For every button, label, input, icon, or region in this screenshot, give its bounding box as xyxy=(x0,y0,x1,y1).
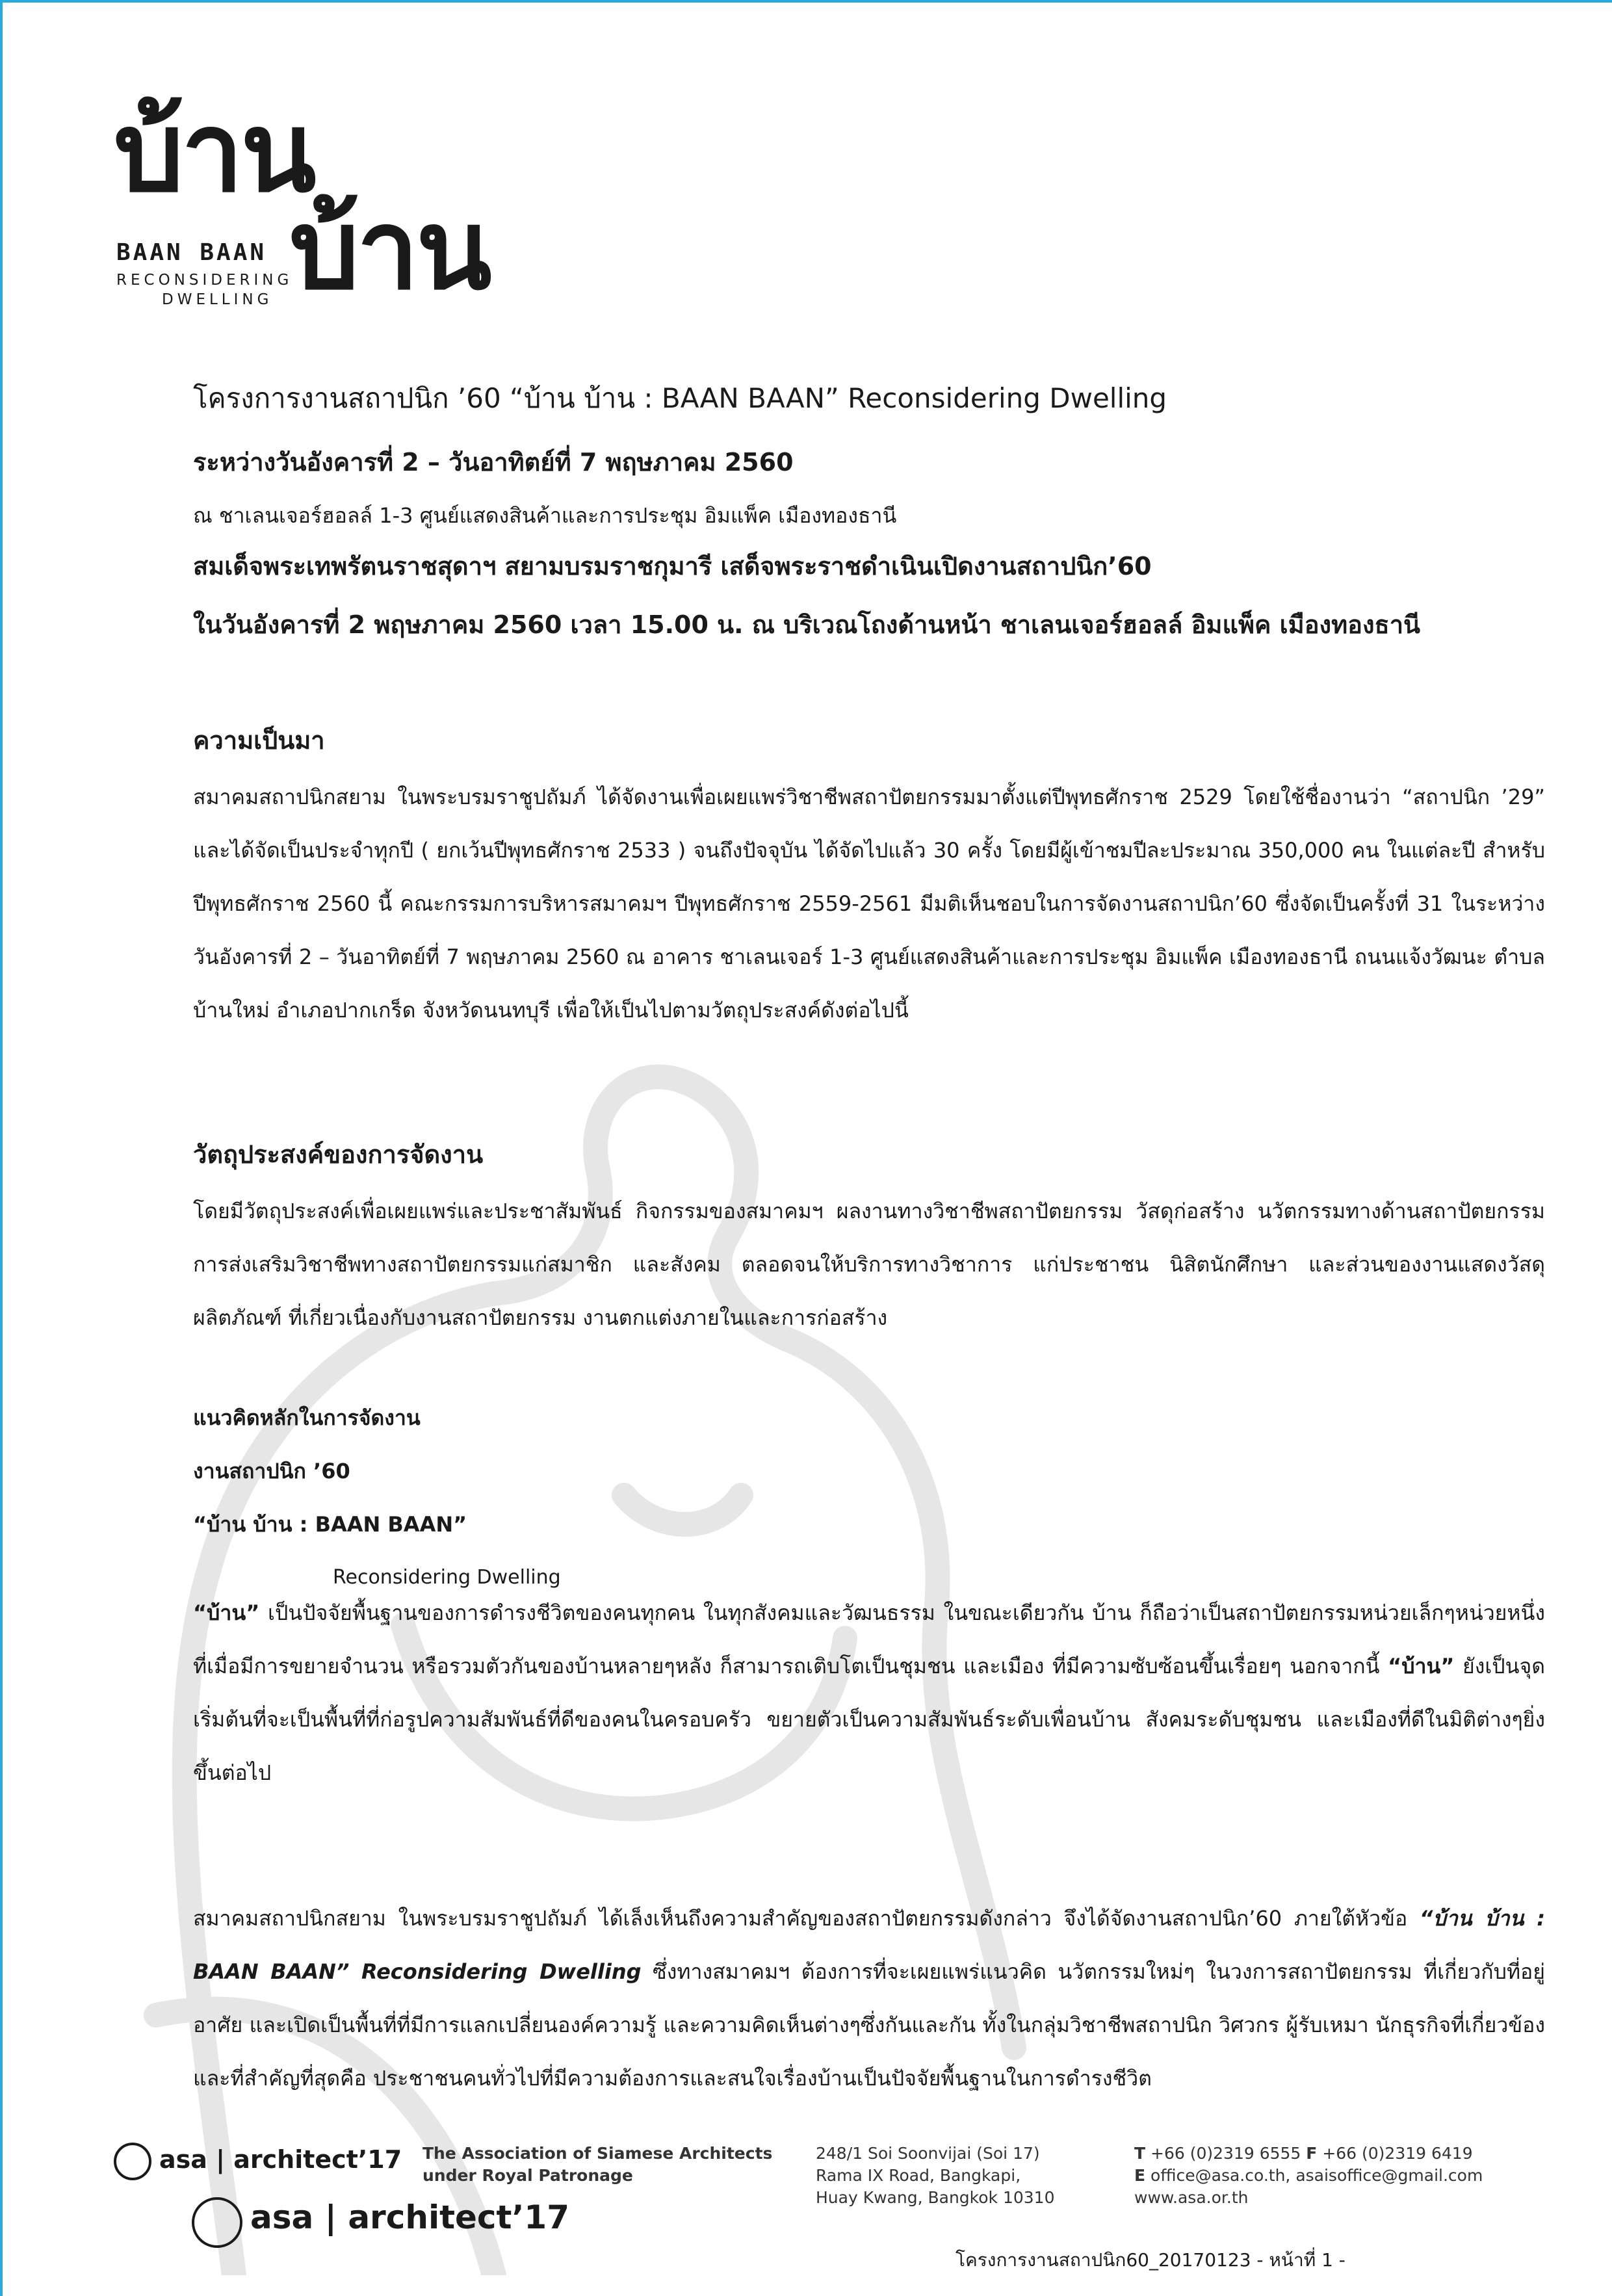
fax-value: +66 (0)2319 6419 xyxy=(1322,2144,1473,2163)
addr-line2: Rama IX Road, Bangkapi, xyxy=(816,2166,1021,2185)
background-heading-text: ความเป็นมา xyxy=(193,726,325,755)
baan-baan-logo xyxy=(114,88,556,319)
logo-thai-word-2: บ้าน xyxy=(289,186,489,315)
home-text-part2: ยังเป็นจุดเริ่มต้นที่จะเป็นพื้นที่ที่ก่อรูปความสัมพันธ์ที่ดีของคนในครอบครัว ขยายตัวเป็นความสัมพันธ์ระดับเพื่อนบ้าน สังคมระดับชุมชน และเมืองที่ดีในมิติต่างๆยิ่งขึ้นต่อไป xyxy=(193,1654,1546,1785)
website-link[interactable]: www.asa.or.th xyxy=(1134,2188,1249,2207)
phone-fax-line xyxy=(1134,2143,1483,2165)
footer-address xyxy=(816,2143,1055,2209)
home-text-part1: เป็นปัจจัยพื้นฐานของการดำรงชีวิตของคนทุกคน ในทุกสังคมและวัฒนธรรม ในขณะเดียวกัน บ้าน ก็ถือว่าเป็นสถาปัตยกรรมหน่วยเล็กๆหน่วยหนึ่งที่เมื่อมีการขยายจำนวน หรือรวมตัวกันของบ้านหลายๆหลัง ก็สามารถเติบโตเป็นชุมชน และเมือง ที่มีความซับซ้อนขึ้นเรื่อยๆ นอกจากนี้ xyxy=(193,1600,1546,1678)
logo-latin-text: BAAN BAAN xyxy=(116,239,267,266)
logo-subtitle-line1: RECONSIDERING xyxy=(116,272,293,289)
tel-label: T xyxy=(1134,2144,1146,2163)
objectives-paragraph: โดยมีวัตถุประสงค์เพื่อเผยแพร่และประชาสัมพันธ์ กิจกรรมของสมาคมฯ ผลงานทางวิชาชีพสถาปัตยกรรม วัสดุก่อสร้าง นวัตกรรมทางด้านสถาปัตยกรรม การส่งเสริมวิชาชีพทางสถาปัตยกรรมแก่สมาชิก และสังคม ตลอดจนให้บริการทางวิชาการ แก่ประชาชน นิสิตนักศึกษา และส่วนของงานแสดงวัสดุผลิตภัณฑ์ ที่เกี่ยวเนื่องกับงานสถาปัตยกรรม งานตกแต่งภายในและการก่อสร้าง xyxy=(193,1199,1545,1330)
asa-text-part1: สมาคมสถาปนิกสยาม ในพระบรมราชูปถัมภ์ ได้เล็งเห็นถึงความสำคัญของสถาปัตยกรรมดังกล่าว จึงได้จัดงานสถาปนิก’60 ภายใต้หัวข้อ xyxy=(193,1906,1420,1931)
concept-theme: “บ้าน บ้าน : BAAN BAAN” xyxy=(193,1512,467,1537)
logo-subtitle-line2: DWELLING xyxy=(162,291,273,308)
home-lead-word: “บ้าน” xyxy=(193,1600,260,1625)
org-line2: under Royal Patronage xyxy=(422,2166,633,2185)
royal-opening-line2: ในวันอังคารที่ 2 พฤษภาคม 2560 เวลา 15.00 น. ณ บริเวณโถงด้านหน้า ชาเลนเจอร์ฮอลล์ อิมแพ็ค เมืองทองธานี xyxy=(193,610,1421,639)
email-line xyxy=(1134,2165,1483,2187)
concept-heading: แนวคิดหลักในการจัดงาน xyxy=(193,1405,421,1430)
asa-text-part2: ซึ่งทางสมาคมฯ ต้องการที่จะเผยแพร่แนวคิด นวัตกรรมใหม่ๆ ในวงการสถาปัตยกรรม ที่เกี่ยวกับที่อยู่อาศัย และเปิดเป็นพื้นที่ที่มีการแลกเปลี่ยนองค์ความรู้ และความคิดเห็นต่างๆซึ่งกันและกัน ทั้งในกลุ่มวิชาชีพสถาปนิก วิศวกร ผู้รับเหมา นักธุรกิจที่เกี่ยวข้อง และที่สำคัญที่สุดคือ ประชาชนคนทั่วไปที่มีความต้องการและสนใจเรื่องบ้านเป็นปัจจัยพื้นฐานในการดำรงชีวิต xyxy=(193,1959,1546,2091)
background-section-heading xyxy=(193,720,1545,760)
event-dates: ระหว่างวันอังคารที่ 2 – วันอาทิตย์ที่ 7 พฤษภาคม 2560 xyxy=(193,448,794,476)
asa-theme-emphasis: “บ้าน บ้าน : BAAN BAAN” Reconsidering Dwelling xyxy=(193,1906,1545,1984)
objectives-section-heading xyxy=(193,1134,1545,1174)
document-reference: โครงการงานสถาปนิก60_20170123 - หน้าที่ 1 - xyxy=(956,2249,1346,2271)
logo-thai-word-1: บ้าน xyxy=(114,88,314,217)
email-value[interactable]: office@asa.co.th, asaisoffice@gmail.com xyxy=(1150,2166,1483,2185)
home-mid-word: “บ้าน” xyxy=(1388,1654,1455,1678)
footer xyxy=(114,2139,1511,2236)
email-label: E xyxy=(1134,2166,1146,2185)
fax-label: F xyxy=(1306,2144,1318,2163)
footer-logo-large-text: asa | architect’17 xyxy=(250,2198,570,2236)
footer-contact xyxy=(1134,2143,1483,2209)
royal-opening-line1: สมเด็จพระเทพรัตนราชสุดาฯ สยามบรมราชกุมารี เสด็จพระราชดำเนินเปิดงานสถาปนิก’60 xyxy=(193,552,1152,581)
asa-paragraph xyxy=(193,1892,1545,2105)
concept-event-name: งานสถาปนิก ’60 xyxy=(193,1459,350,1483)
org-line1: The Association of Siamese Architects xyxy=(422,2144,773,2163)
background-paragraph: สมาคมสถาปนิกสยาม ในพระบรมราชูปถัมภ์ ได้จัดงานเพื่อเผยแพร่วิชาชีพสถาปัตยกรรมมาตั้งแต่ปีพุทธศักราช 2529 โดยใช้ชื่องานว่า “สถาปนิก ’29” และได้จัดเป็นประจำทุกปี ( ยกเว้นปีพุทธศักราช 2533 ) จนถึงปัจจุบัน ได้จัดไปแล้ว 30 ครั้ง โดยมีผู้เข้าชมปีละประมาณ 350,000 คน ในแต่ละปี สำหรับปีพุทธศักราช 2560 นี้ คณะกรรมการบริหารสมาคมฯ ปีพุทธศักราช 2559-2561 มีมติเห็นชอบในการจัดงานสถาปนิก’60 ซึ่งจัดเป็นครั้งที่ 31 ในระหว่างวันอังคารที่ 2 – วันอาทิตย์ที่ 7 พฤษภาคม 2560 ณ อาคาร ชาเลนเจอร์ 1-3 ศูนย์แสดงสินค้าและการประชุม อิมแพ็ค เมืองทองธานี ถนนแจ้งวัฒนะ ตำบลบ้านใหม่ อำเภอปากเกร็ด จังหวัดนนทบุรี เพื่อให้เป็นไปตามวัตถุประสงค์ดังต่อไปนี้ xyxy=(193,785,1545,1023)
addr-line1: 248/1 Soi Soonvijai (Soi 17) xyxy=(816,2144,1040,2163)
footer-organization xyxy=(422,2143,772,2187)
asa-seal-large-icon xyxy=(192,2197,242,2248)
asa-seal-icon xyxy=(114,2143,151,2180)
tel-value: +66 (0)2319 6555 xyxy=(1150,2144,1301,2163)
footer-logo-small-text: asa | architect’17 xyxy=(159,2145,402,2174)
concept-block xyxy=(193,1391,1545,1604)
event-venue: ณ ชาเลนเจอร์ฮอลล์ 1-3 ศูนย์แสดงสินค้าและการประชุม อิมแพ็ค เมืองทองธานี xyxy=(193,503,897,528)
home-paragraph xyxy=(193,1586,1545,1799)
objectives-heading-text: วัตถุประสงค์ของการจัดงาน xyxy=(193,1140,484,1169)
page-title: โครงการงานสถาปนิก ’60 “บ้าน บ้าน : BAAN BAAN” Reconsidering Dwelling xyxy=(193,382,1167,414)
concept-subtheme: Reconsidering Dwelling xyxy=(333,1566,561,1589)
addr-line3: Huay Kwang, Bangkok 10310 xyxy=(816,2188,1055,2207)
